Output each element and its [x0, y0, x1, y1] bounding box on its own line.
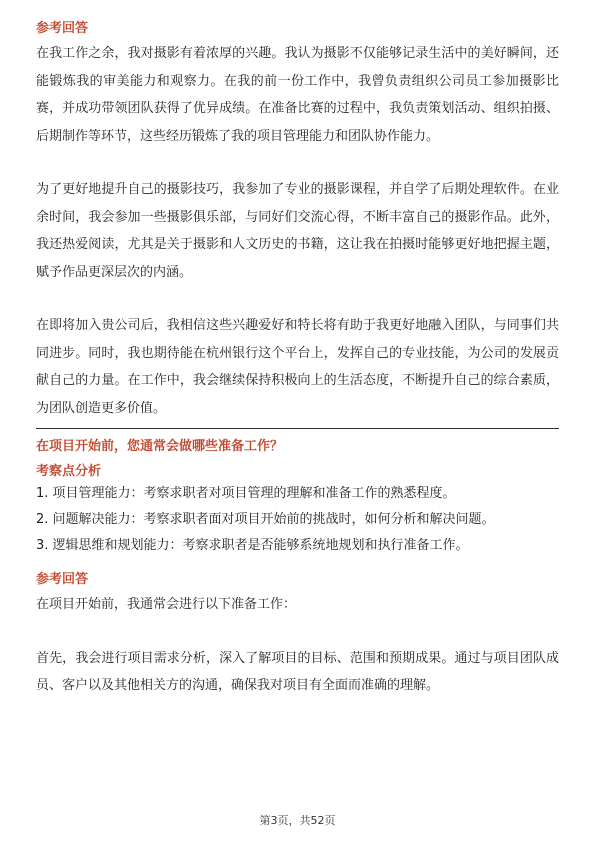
page-number-footer: 第3页，共52页	[259, 814, 336, 827]
answer-paragraph-4: 首先，我会进行项目需求分析，深入了解项目的目标、范围和预期成果。通过与项目团队成员、客户以及其他相关方的沟通，确保我对项目有全面而准确的理解。	[36, 650, 559, 693]
answer-intro: 在项目开始前，我通常会进行以下准备工作：	[36, 597, 297, 612]
interview-question: 在项目开始前，您通常会做哪些准备工作？	[36, 439, 284, 454]
section-divider	[36, 428, 559, 429]
list-item: 2. 问题解决能力：考察求职者面对项目开始前的挑战时，如何分析和解决问题。	[36, 512, 495, 527]
analysis-list	[36, 481, 559, 559]
list-item: 1. 项目管理能力：考察求职者对项目管理的理解和准备工作的熟悉程度。	[36, 486, 456, 501]
list-item: 3. 逻辑思维和规划能力：考察求职者是否能够系统地规划和执行准备工作。	[36, 538, 469, 553]
page-content	[36, 20, 559, 700]
analysis-heading: 考察点分析	[36, 464, 102, 479]
answer-paragraph-3: 在即将加入贵公司后，我相信这些兴趣爱好和特长将有助于我更好地融入团队，与同事们共同进步。同时，我也期待能在杭州银行这个平台上，发挥自己的专业技能，为公司的发展贡献自己的力量。在工作中，我会继续保持积极向上的生活态度，不断提升自己的综合素质，为团队创造更多价值。	[36, 318, 559, 416]
answer-paragraph-1: 在我工作之余，我对摄影有着浓厚的兴趣。我认为摄影不仅能够记录生活中的美好瞬间，还能锻炼我的审美能力和观察力。在我的前一份工作中，我曾负责组织公司员工参加摄影比赛，并成功带领团队获得了优异成绩。在准备比赛的过程中，我负责策划活动、组织拍摄、后期制作等环节，这些经历锻炼了我的项目管理能力和团队协作能力。	[36, 46, 559, 144]
reference-answer-heading-2: 参考回答	[36, 572, 89, 587]
reference-answer-heading: 参考回答	[36, 21, 89, 36]
answer-paragraph-2: 为了更好地提升自己的摄影技巧，我参加了专业的摄影课程，并自学了后期处理软件。在业余时间，我会参加一些摄影俱乐部，与同好们交流心得，不断丰富自己的摄影作品。此外，我还热爱阅读，尤其是关于摄影和人文历史的书籍，这让我在拍摄时能够更好地把握主题，赋予作品更深层次的内涵。	[36, 182, 559, 280]
